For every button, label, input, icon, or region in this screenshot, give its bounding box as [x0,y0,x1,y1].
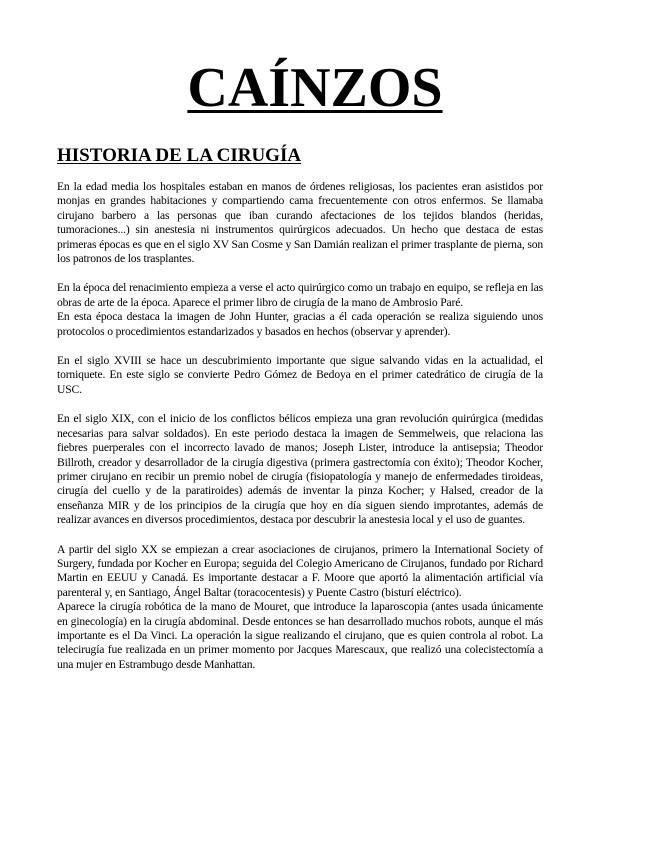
paragraph-gap [57,266,543,281]
paragraph-john-hunter: En esta época destaca la imagen de John Hunter, gracias a él cada operación se realiza siguiendo unos protocolos o procedimientos estandarizados y basados en hechos (observar y aprender). [57,310,543,338]
paragraph-siglo-xx: A partir del siglo XX se empiezan a crear asociaciones de cirujanos, primero la International Society of Surgery, fundada por Kocher en Europa; seguida del Colegio Americano de Cirujanos, fundado por Richard Martin en EEUU y Canadá. Es importante destacar a F. Moore que aportó la alimentación artificial vía parenteral y, en Santiago, Ángel Baltar (toracocentesis) y Puente Castro (bisturí eléctrico). [57,542,543,599]
paragraph-gap [57,528,543,543]
document-body [57,180,543,672]
section-title: HISTORIA DE LA CIRUGÍA [57,145,302,166]
paragraph-siglo-xviii: En el siglo XVIII se hace un descubrimiento importante que sigue salvando vidas en la actualidad, el torniquete. En este siglo se convierte Pedro Gómez de Bedoya en el primer catedrático de cirugía de la USC. [57,354,543,396]
paragraph-edad-media: En la edad media los hospitales estaban en manos de órdenes religiosas, los pacientes eran asistidos por monjas en grandes habitaciones y compartiendo cama frecuentemente con otros enfermos. Se llamaba cirujano barbero a las personas que iban curando afectaciones de los tejidos blandos (heridas, tumoraciones...) sin anestesia ni instrumentos quirúrgicos adecuados. Un hecho que destaca de estas primeras épocas es que en el siglo XV San Cosme y San Damián realizan el primer trasplante de pierna, son los patronos de los trasplantes. [57,180,543,266]
document-title: CAÍNZOS [187,57,443,119]
paragraph-cirugia-robotica: Aparece la cirugía robótica de la mano de Mouret, que introduce la laparoscopia (antes usada únicamente en ginecología) en la cirugía abdominal. Desde entonces se han desarrollado muchos robots, aunque el más importante es el Da Vinci. La operación la sigue realizando el cirujano, que es quien controla al robot. La telecirugía fue realizada en un primer momento por Jacques Marescaux, que realizó una colecistectomía a una mujer en Estrambugo desde Manhattan. [57,600,543,671]
paragraph-siglo-xix: En el siglo XIX, con el inicio de los conflictos bélicos empieza una gran revolución quirúrgica (medidas necesarias para salvar soldados). En este periodo destaca la imagen de Semmelweis, que relaciona las fiebres puerperales con el incorrecto lavado de manos; Joseph Lister, introduce la antisepsia; Theodor Billroth, creador y desarrollador de la cirugía digestiva (primera gastrectomía con éxito); Theodor Kocher, primer cirujano en recibir un premio nobel de cirugía (fisiopatología y manejo de enfermedades tiroideas, cirugía del cuello y de la paratiroides) además de inventar la pinza Kocher; y Halsed, creador de la enseñanza MIR y de los principios de la cirugía que hoy en día siguen siendo improtantes, además de realizar avances en diversos procedimientos, destaca por descubrir la anestesia local y el uso de guantes. [57,412,543,527]
paragraph-gap [57,339,543,354]
paragraph-renacimiento: En la época del renacimiento empieza a verse el acto quirúrgico como un trabajo en equipo, se refleja en las obras de arte de la época. Aparece el primer libro de cirugía de la mano de Ambrosio Paré. [57,281,543,309]
paragraph-gap [57,397,543,412]
